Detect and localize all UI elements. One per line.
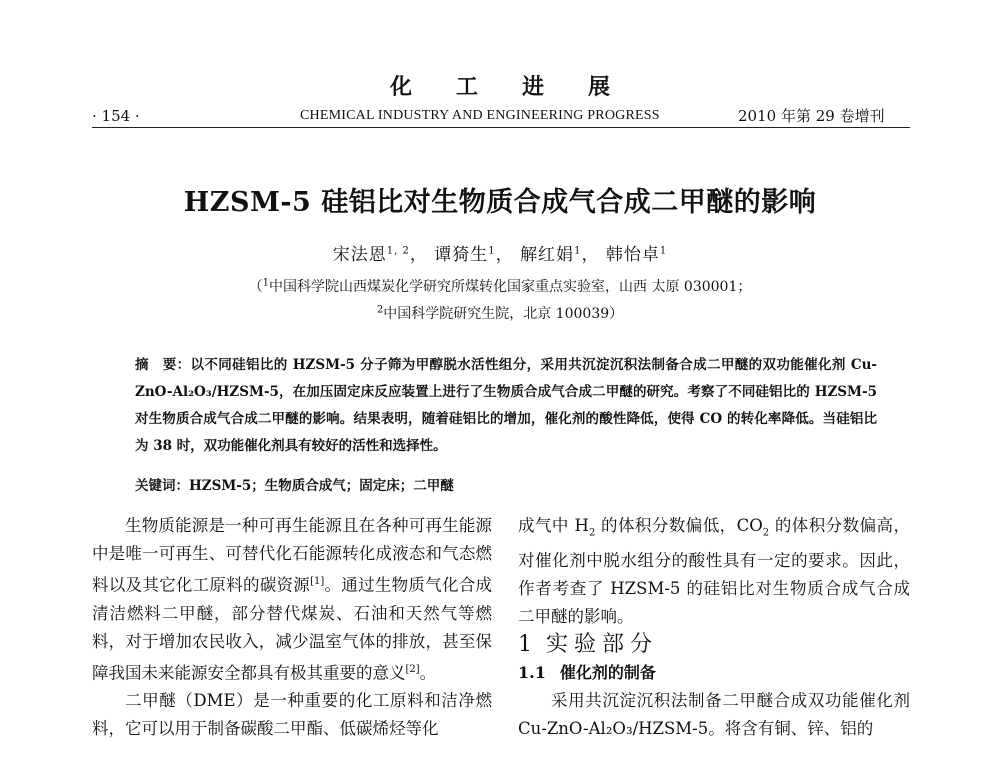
keywords <box>135 474 454 494</box>
subscript: 2 <box>762 527 770 539</box>
author-affiliation-marker: 1 <box>574 245 582 257</box>
page-number: · 154 · <box>92 107 140 125</box>
affiliation-2-text: 中国科学院研究生院，北京 100039） <box>383 306 624 322</box>
paragraph-text: 二甲醚（DME）是一种重要的化工原料和洁净燃料，它可以用于制备碳酸二甲酯、低碳烯烃等化 <box>92 691 492 738</box>
header-rule <box>92 127 910 128</box>
section-title: 实验部分 <box>546 632 659 658</box>
subsection-heading <box>518 659 910 687</box>
paragraph <box>518 512 910 631</box>
paragraph-text: 成气中 H <box>518 516 589 535</box>
body-column-right <box>518 512 910 743</box>
subscript: 2 <box>588 527 596 539</box>
section-heading <box>518 631 910 659</box>
affiliation-2 <box>0 303 1000 323</box>
abstract <box>135 352 877 460</box>
citation-ref[interactable]: [2] <box>405 663 420 675</box>
affiliation-2-marker: 2 <box>376 304 384 316</box>
affiliation-1-marker: 1 <box>262 277 270 289</box>
author-name: 解红娟 <box>520 245 575 265</box>
journal-name-cn: 化工进展 <box>389 74 654 100</box>
subsection-title: 催化剂的制备 <box>559 663 656 683</box>
paragraph-text: 采用共沉淀沉积法制备二甲醚合成双功能催化剂 Cu-ZnO-Al₂O₃/HZSM-5。将含有铜、锌、铝的 <box>518 691 910 739</box>
keywords-text: HZSM-5；生物质合成气；固定床；二甲醚 <box>189 478 454 494</box>
author-list: 宋法恩$^{1, 2}$， 谭猗生$^1$， 解红娟$^1$， 韩怡卓$^1$ <box>332 245 668 265</box>
paragraph <box>518 687 910 743</box>
subsection-number: 1.1 <box>518 663 546 683</box>
author-name: 谭猗生 <box>434 245 489 265</box>
citation-ref[interactable]: [1] <box>310 576 325 587</box>
abstract-text: 以不同硅铝比的 HZSM-5 分子筛为甲醇脱水活性组分，采用共沉淀沉积法制备合成二甲醚的双功能催化剂 Cu-ZnO-Al₂O₃/HZSM-5，在加压固定床反应装置上进行了生物质合成气合成二甲醚的研究。考察了不同硅铝比的 HZSM-5 对生物质合成气合成二甲醚的影响。结果表明，随着硅铝比的增加，催化剂的酸性降低，使得 CO 的转化率降低。当硅铝比为 38 时，双功能催化剂具有较好的活性和选择性。 <box>135 357 878 454</box>
section-number: 1 <box>518 632 532 658</box>
issue-info: 2010 年第 29 卷增刊 <box>738 107 885 125</box>
keywords-label: 关键词： <box>135 478 189 494</box>
paragraph-text: 。 <box>419 663 437 682</box>
affiliation-1-text: 中国科学院山西煤炭化学研究所煤转化国家重点实验室，山西 太原 030001； <box>269 279 752 295</box>
paragraph-text: 。通过生物质气化合成清洁燃料二甲醚，部分替代煤炭、石油和天然气等燃料，对于增加农民收入，减少温室气体的排放，甚至保障我国未来能源安全都具有极其重要的意义 <box>92 575 493 682</box>
paragraph-text: 的体积分数偏低，CO <box>595 516 763 535</box>
abstract-label: 摘 要： <box>135 357 191 373</box>
author-affiliation-marker: 1, 2 <box>386 245 410 257</box>
article-title: HZSM-5 硅铝比对生物质合成气合成二甲醚的影响 <box>183 187 817 218</box>
affiliation-1: （$^1$中国科学院山西煤炭化学研究所煤转化国家重点实验室，山西 太原 030001； <box>248 277 752 295</box>
paragraph-text: 生物质能源是一种可再生能源且在各种可再生能源中是唯一可再生、可替代化石能源转化成液态和气态燃料以及其它化工原料的碳资源 <box>92 516 492 595</box>
paragraph-text: 的体积分数偏高，对催化剂中脱水组分的酸性具有一定的要求。因此，作者考查了 HZSM-5 的硅铝比对生物质合成气合成二甲醚的影响。 <box>518 516 910 627</box>
paragraph <box>92 512 492 687</box>
journal-name-en: CHEMICAL INDUSTRY AND ENGINEERING PROGRESS <box>300 108 660 123</box>
author-affiliation-marker: 1 <box>659 245 668 257</box>
paragraph <box>92 687 492 743</box>
author-affiliation-marker: 1 <box>488 245 496 257</box>
author-name: 韩怡卓 <box>605 245 660 265</box>
body-column-left <box>92 512 492 743</box>
author-name: 宋法恩 <box>332 245 387 265</box>
